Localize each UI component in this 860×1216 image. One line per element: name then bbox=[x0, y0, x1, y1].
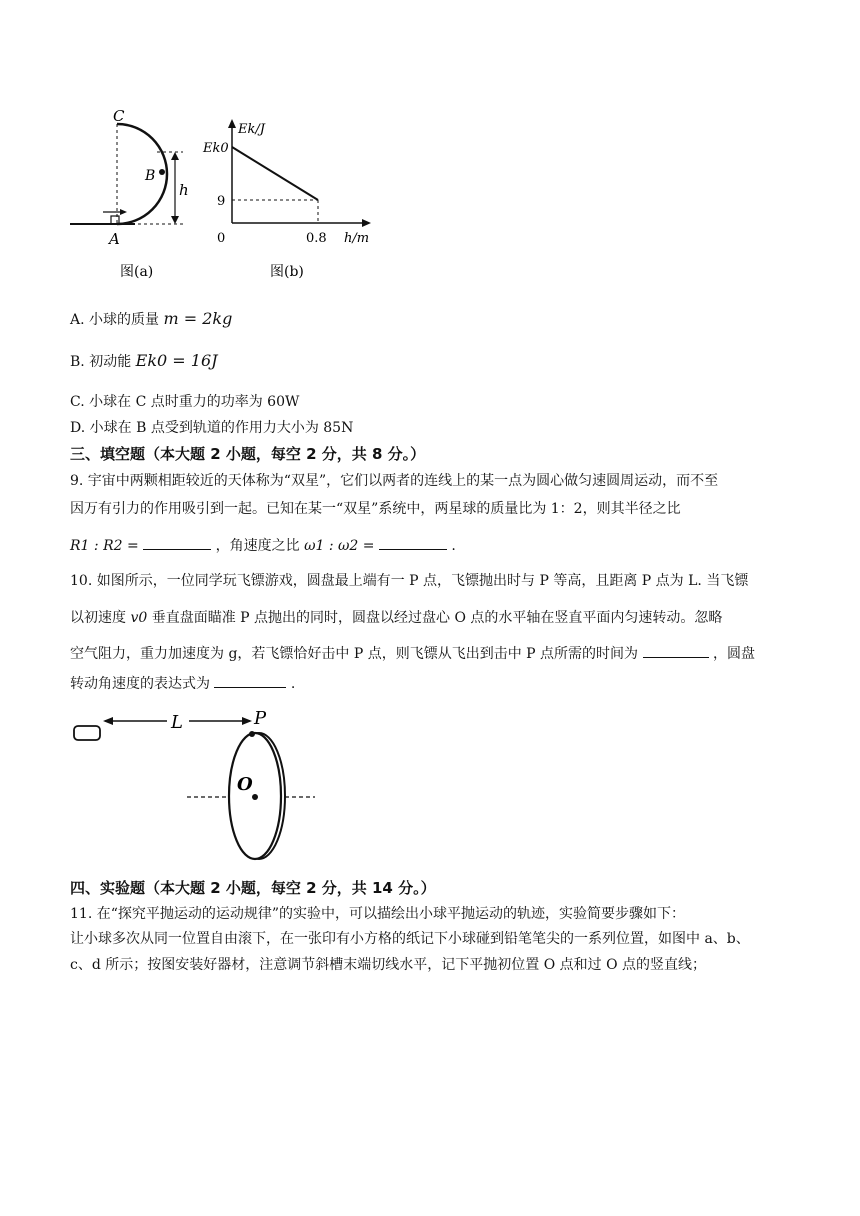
q11-line1: 11. 在“探究平抛运动的运动规律”的实验中，可以描绘出小球平抛运动的轨迹，实验简要步骤如下： bbox=[70, 906, 686, 922]
option-b-prefix: B. 初动能 bbox=[70, 354, 132, 370]
q10-line3-text: 空气阻力，重力加速度为 g，若飞镖恰好击中 P 点，则飞镖从飞出到击中 P 点所需的时间为 bbox=[70, 646, 639, 662]
q10-line2-post: 垂直盘面瞄准 P 点抛出的同时，圆盘以经过盘心 O 点的水平轴在竖直平面内匀速转动。忽略 bbox=[151, 610, 723, 626]
distance-arrow-right bbox=[242, 717, 252, 725]
label-o: O bbox=[237, 774, 253, 795]
y-axis-label: Ek/J bbox=[238, 122, 265, 137]
q11-line2: 让小球多次从同一位置自由滚下，在一张印有小方格的纸记下小球碰到铅笔笔尖的一系列位置，如图中 a、b、 bbox=[70, 931, 750, 947]
label-c: C bbox=[113, 107, 125, 125]
x-tick-08: 0.8 bbox=[306, 231, 327, 246]
q9-mid: ，角速度之比 bbox=[215, 538, 300, 554]
y-axis-arrow bbox=[228, 119, 236, 128]
q9-end: . bbox=[451, 538, 456, 554]
semicircle-track bbox=[117, 124, 167, 224]
velocity-arrow-head bbox=[120, 209, 127, 215]
label-a: A bbox=[109, 230, 120, 248]
figure-b bbox=[200, 115, 400, 285]
point-p-dot bbox=[249, 731, 255, 737]
q10-line4-text: 转动角速度的表达式为 bbox=[70, 676, 210, 692]
q10-line2 bbox=[70, 607, 722, 629]
q10-line3-end: ，圆盘 bbox=[712, 646, 755, 662]
q9-blank-w[interactable] bbox=[379, 535, 447, 550]
option-d: D. 小球在 B 点受到轨道的作用力大小为 85N bbox=[70, 420, 354, 436]
ek-line bbox=[232, 147, 318, 200]
option-a bbox=[70, 308, 232, 331]
label-p: P bbox=[254, 708, 267, 729]
distance-arrow-left bbox=[103, 717, 113, 725]
q9-ratio-r: R1 : R2 = bbox=[70, 538, 139, 554]
label-b: B bbox=[145, 168, 156, 184]
q9-line2: 因万有引力的作用吸引到一起。已知在某一“双星”系统中，两星球的质量比为 1：2，则其半径之比 bbox=[70, 501, 681, 517]
origin-label: 0 bbox=[217, 231, 226, 246]
option-b bbox=[70, 350, 218, 373]
arrow-head-down bbox=[171, 216, 179, 224]
dart-icon bbox=[74, 726, 100, 740]
caption-b: 图(b) bbox=[270, 264, 304, 280]
q10-line2-pre: 以初速度 bbox=[70, 610, 126, 626]
label-l: L bbox=[171, 712, 183, 733]
caption-a: 图(a) bbox=[120, 264, 154, 280]
q10-line1: 10. 如图所示，一位同学玩飞镖游戏，圆盘最上端有一 P 点，飞镖抛出时与 P 等高，且距离 P 点为 L. 当飞镖 bbox=[70, 573, 749, 589]
q9-line1: 9. 宇宙中两颗相距较近的天体称为“双星”，它们以两者的连线上的某一点为圆心做匀速圆周运动，而不至 bbox=[70, 473, 719, 489]
q10-v0: v0 bbox=[130, 610, 148, 626]
option-b-math: Ek0 = 16J bbox=[135, 351, 218, 370]
q9-line3 bbox=[70, 535, 456, 557]
section4-heading: 四、实验题（本大题 2 小题，每空 2 分，共 14 分。） bbox=[70, 879, 436, 897]
option-a-prefix: A. 小球的质量 bbox=[70, 312, 160, 328]
q9-ratio-w: ω1 : ω2 = bbox=[304, 538, 375, 554]
q10-blank-omega[interactable] bbox=[214, 673, 286, 688]
figure-a bbox=[65, 100, 205, 285]
q11-line3: c、d 所示；按图安装好器材，注意调节斜槽末端切线水平，记下平抛初位置 O 点和过 O 点的竖直线； bbox=[70, 957, 707, 973]
ball-b bbox=[159, 169, 165, 175]
y-tick-ek0: Ek0 bbox=[203, 141, 229, 156]
q10-line3 bbox=[70, 643, 755, 665]
x-axis-label: h/m bbox=[344, 231, 370, 246]
option-a-math: m = 2kg bbox=[163, 309, 233, 328]
figure-dart-disc bbox=[65, 700, 335, 870]
q10-blank-time[interactable] bbox=[643, 643, 709, 658]
center-o-dot bbox=[252, 794, 258, 800]
y-tick-9: 9 bbox=[217, 194, 226, 209]
q10-line4 bbox=[70, 673, 295, 695]
arrow-head-up bbox=[171, 152, 179, 160]
label-h: h bbox=[179, 181, 189, 199]
x-axis-arrow bbox=[362, 219, 371, 227]
option-c: C. 小球在 C 点时重力的功率为 60W bbox=[70, 394, 300, 410]
q10-line4-end: . bbox=[290, 676, 296, 692]
q9-blank-r[interactable] bbox=[143, 535, 211, 550]
section3-heading: 三、填空题（本大题 2 小题，每空 2 分，共 8 分。） bbox=[70, 445, 426, 463]
